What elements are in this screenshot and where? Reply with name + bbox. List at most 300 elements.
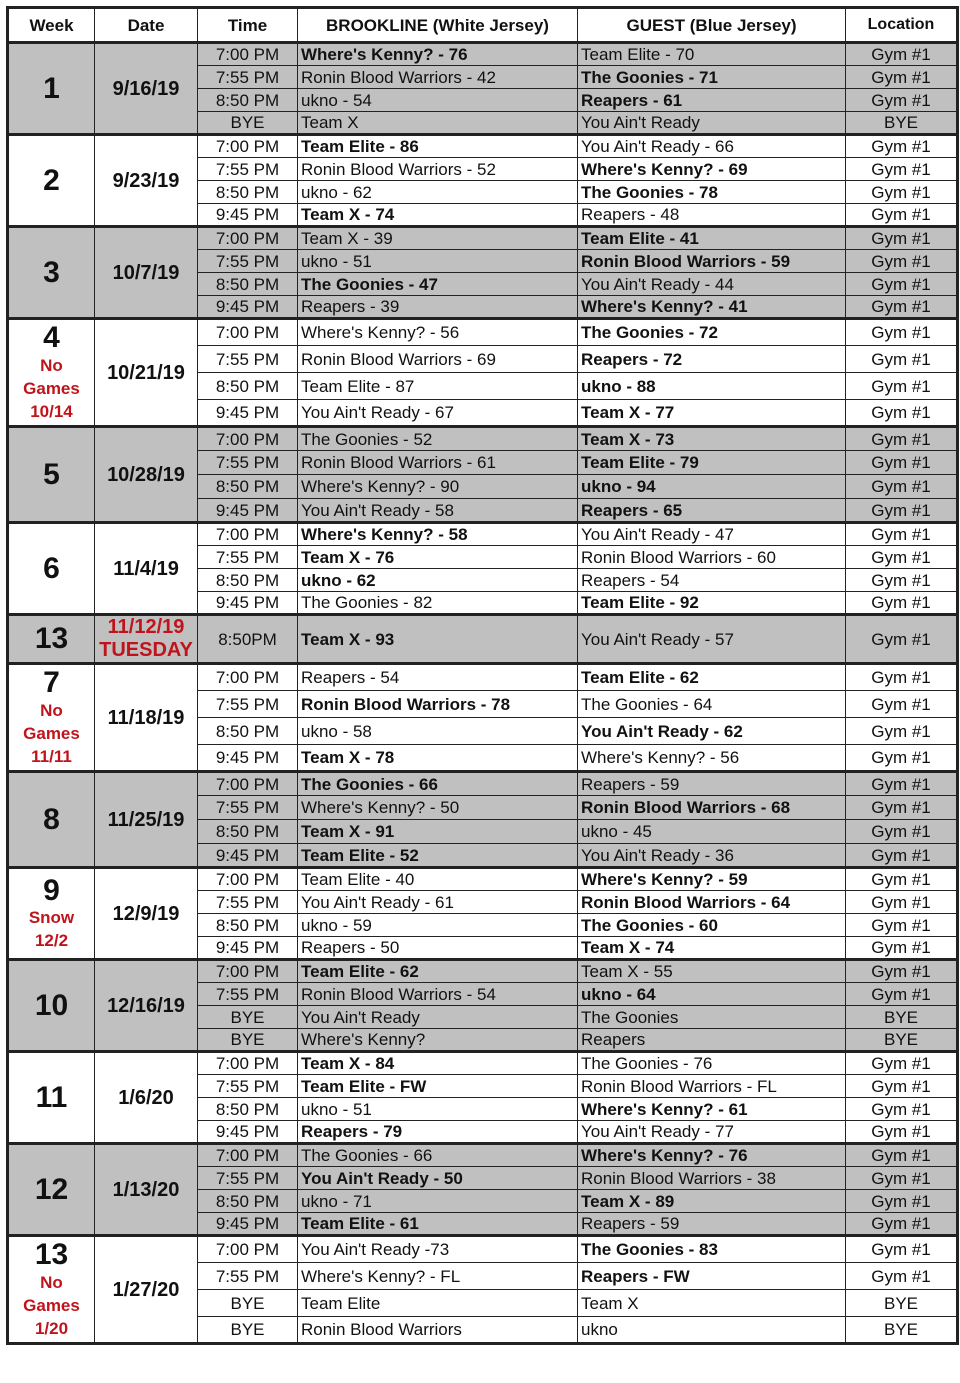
guest-team: Team X (578, 1290, 846, 1317)
guest-team: Team X - 55 (578, 960, 846, 983)
game-time: 7:55 PM (198, 66, 298, 89)
game-time: 7:55 PM (198, 983, 298, 1006)
home-team: Team Elite - 52 (298, 844, 578, 868)
game-time: 8:50 PM (198, 1098, 298, 1121)
home-team: Reapers - 39 (298, 296, 578, 319)
date-text: 9/16/19 (112, 77, 180, 100)
game-location: Gym #1 (846, 1167, 958, 1190)
guest-team: Team X - 77 (578, 400, 846, 427)
week-date (95, 227, 198, 319)
guest-team: ukno - 64 (578, 983, 846, 1006)
guest-team: You Ain't Ready - 47 (578, 523, 846, 546)
week-number (8, 772, 95, 868)
guest-team: ukno - 45 (578, 820, 846, 844)
game-time: 9:45 PM (198, 499, 298, 523)
home-team: Team X - 91 (298, 820, 578, 844)
guest-team: The Goonies - 76 (578, 1052, 846, 1075)
game-location: Gym #1 (846, 1052, 958, 1075)
guest-team: The Goonies (578, 1006, 846, 1029)
header-guest-team: GUEST (Blue Jersey) (578, 8, 846, 43)
home-team: Team X - 39 (298, 227, 578, 250)
guest-team: Where's Kenny? - 69 (578, 158, 846, 181)
guest-team: Ronin Blood Warriors - 59 (578, 250, 846, 273)
game-time: 8:50 PM (198, 273, 298, 296)
guest-team: Team Elite - 62 (578, 664, 846, 691)
home-team: Where's Kenny? (298, 1029, 578, 1052)
week-number (8, 868, 95, 960)
game-time: 7:55 PM (198, 891, 298, 914)
game-time: 8:50 PM (198, 89, 298, 112)
guest-team: You Ain't Ready - 62 (578, 718, 846, 745)
table-row (8, 135, 958, 158)
game-location: Gym #1 (846, 373, 958, 400)
home-team: You Ain't Ready -73 (298, 1236, 578, 1263)
game-time: 7:55 PM (198, 796, 298, 820)
home-team: Team X (298, 112, 578, 135)
guest-team: You Ain't Ready (578, 112, 846, 135)
home-team: Where's Kenny? - FL (298, 1263, 578, 1290)
home-team: Reapers - 54 (298, 664, 578, 691)
game-location: Gym #1 (846, 135, 958, 158)
home-team: Team Elite (298, 1290, 578, 1317)
game-location: Gym #1 (846, 691, 958, 718)
guest-team: Ronin Blood Warriors - 64 (578, 891, 846, 914)
date-text: 11/4/19 (113, 557, 179, 580)
date-text: 10/21/19 (107, 361, 185, 384)
guest-team: Where's Kenny? - 41 (578, 296, 846, 319)
week-number-text: 8 (43, 802, 60, 836)
home-team: Team X - 76 (298, 546, 578, 569)
game-time: BYE (198, 1006, 298, 1029)
date-text: 12/16/19 (107, 994, 185, 1017)
game-location: Gym #1 (846, 66, 958, 89)
guest-team: Ronin Blood Warriors - FL (578, 1075, 846, 1098)
week-number (8, 1236, 95, 1344)
week-date (95, 615, 198, 664)
game-time: 7:00 PM (198, 1236, 298, 1263)
home-team: You Ain't Ready - 58 (298, 499, 578, 523)
game-time: 9:45 PM (198, 204, 298, 227)
game-time: 7:55 PM (198, 451, 298, 475)
home-team: Ronin Blood Warriors - 52 (298, 158, 578, 181)
guest-team: Ronin Blood Warriors - 68 (578, 796, 846, 820)
guest-team: ukno (578, 1317, 846, 1344)
guest-team: Reapers - 59 (578, 772, 846, 796)
game-location: Gym #1 (846, 427, 958, 451)
guest-team: You Ain't Ready - 66 (578, 135, 846, 158)
week-date (95, 868, 198, 960)
week-date (95, 664, 198, 772)
game-time: 9:45 PM (198, 592, 298, 615)
header-home-team: BROOKLINE (White Jersey) (298, 8, 578, 43)
week-number (8, 664, 95, 772)
game-time: 7:00 PM (198, 523, 298, 546)
week-note: Games (23, 1295, 80, 1315)
header-date: Date (95, 8, 198, 43)
date-text: 11/18/19 (107, 706, 185, 729)
week-note: Games (23, 723, 80, 743)
home-team: The Goonies - 66 (298, 1144, 578, 1167)
home-team: The Goonies - 52 (298, 427, 578, 451)
game-time: 7:00 PM (198, 664, 298, 691)
game-time: BYE (198, 112, 298, 135)
week-number (8, 427, 95, 523)
table-row (8, 427, 958, 451)
game-location: BYE (846, 1290, 958, 1317)
table-row (8, 1236, 958, 1263)
header-row (8, 8, 958, 43)
game-location: Gym #1 (846, 983, 958, 1006)
date-text: 1/6/20 (118, 1086, 174, 1109)
week-note: 1/20 (34, 1318, 69, 1338)
week-number (8, 135, 95, 227)
guest-team: Reapers - 61 (578, 89, 846, 112)
guest-team: You Ain't Ready - 44 (578, 273, 846, 296)
game-location: Gym #1 (846, 772, 958, 796)
home-team: Team X - 78 (298, 745, 578, 772)
game-location: Gym #1 (846, 718, 958, 745)
home-team: ukno - 62 (298, 569, 578, 592)
home-team: Ronin Blood Warriors (298, 1317, 578, 1344)
home-team: Where's Kenny? - 90 (298, 475, 578, 499)
date-text: 10/28/19 (107, 463, 185, 486)
game-time: 8:50 PM (198, 718, 298, 745)
date-text: 1/27/20 (112, 1278, 180, 1301)
game-location: BYE (846, 112, 958, 135)
table-row (8, 772, 958, 796)
home-team: Ronin Blood Warriors - 78 (298, 691, 578, 718)
game-time: 7:55 PM (198, 546, 298, 569)
guest-team: Where's Kenny? - 61 (578, 1098, 846, 1121)
guest-team: Reapers - FW (578, 1263, 846, 1290)
home-team: Ronin Blood Warriors - 54 (298, 983, 578, 1006)
game-location: Gym #1 (846, 273, 958, 296)
week-number (8, 1144, 95, 1236)
home-team: The Goonies - 82 (298, 592, 578, 615)
week-number-text: 12 (34, 1172, 69, 1206)
game-time: 7:00 PM (198, 772, 298, 796)
home-team: You Ain't Ready - 67 (298, 400, 578, 427)
game-time: 7:00 PM (198, 135, 298, 158)
game-location: Gym #1 (846, 400, 958, 427)
game-location: Gym #1 (846, 937, 958, 960)
date-text: 11/25/19 (107, 808, 185, 831)
week-number-text: 4 (43, 321, 60, 355)
game-location: Gym #1 (846, 181, 958, 204)
home-team: Ronin Blood Warriors - 42 (298, 66, 578, 89)
game-location: BYE (846, 1317, 958, 1344)
week-number-text: 2 (43, 163, 60, 197)
table-row (8, 1144, 958, 1167)
game-location: Gym #1 (846, 296, 958, 319)
home-team: Where's Kenny? - 76 (298, 43, 578, 66)
game-location: BYE (846, 1029, 958, 1052)
home-team: Ronin Blood Warriors - 69 (298, 346, 578, 373)
home-team: Reapers - 50 (298, 937, 578, 960)
game-location: Gym #1 (846, 204, 958, 227)
home-team: Reapers - 79 (298, 1121, 578, 1144)
home-team: ukno - 51 (298, 250, 578, 273)
game-time: 8:50 PM (198, 373, 298, 400)
game-location: Gym #1 (846, 745, 958, 772)
guest-team: Where's Kenny? - 76 (578, 1144, 846, 1167)
week-number (8, 1052, 95, 1144)
home-team: Where's Kenny? - 58 (298, 523, 578, 546)
guest-team: ukno - 88 (578, 373, 846, 400)
home-team: ukno - 71 (298, 1190, 578, 1213)
home-team: ukno - 51 (298, 1098, 578, 1121)
week-date (95, 523, 198, 615)
date-text: 12/9/19 (112, 902, 180, 925)
game-time: 7:00 PM (198, 868, 298, 891)
week-number-text: 6 (43, 551, 60, 585)
home-team: Team Elite - 87 (298, 373, 578, 400)
game-location: Gym #1 (846, 1190, 958, 1213)
game-time: 7:55 PM (198, 346, 298, 373)
schedule-body (8, 43, 958, 1344)
home-team: Team Elite - FW (298, 1075, 578, 1098)
game-time: 8:50 PM (198, 475, 298, 499)
home-team: Team X - 84 (298, 1052, 578, 1075)
week-note: 10/14 (30, 401, 73, 421)
game-time: 7:55 PM (198, 158, 298, 181)
game-location: Gym #1 (846, 546, 958, 569)
game-location: Gym #1 (846, 1098, 958, 1121)
game-location: Gym #1 (846, 615, 958, 664)
game-location: Gym #1 (846, 1144, 958, 1167)
game-time: 7:00 PM (198, 227, 298, 250)
game-time: BYE (198, 1029, 298, 1052)
home-team: ukno - 62 (298, 181, 578, 204)
game-location: Gym #1 (846, 592, 958, 615)
game-location: Gym #1 (846, 227, 958, 250)
home-team: You Ain't Ready - 50 (298, 1167, 578, 1190)
game-location: Gym #1 (846, 250, 958, 273)
guest-team: Team X - 73 (578, 427, 846, 451)
table-row (8, 960, 958, 983)
week-date (95, 427, 198, 523)
table-row (8, 523, 958, 546)
week-note: Games (23, 378, 80, 398)
game-time: 9:45 PM (198, 844, 298, 868)
week-date (95, 772, 198, 868)
guest-team: Team Elite - 41 (578, 227, 846, 250)
guest-team: The Goonies - 71 (578, 66, 846, 89)
game-time: 9:45 PM (198, 1121, 298, 1144)
week-number-text: 1 (43, 71, 60, 105)
home-team: The Goonies - 47 (298, 273, 578, 296)
guest-team: Reapers (578, 1029, 846, 1052)
home-team: ukno - 54 (298, 89, 578, 112)
week-date (95, 135, 198, 227)
game-location: Gym #1 (846, 523, 958, 546)
home-team: You Ain't Ready (298, 1006, 578, 1029)
game-time: 7:55 PM (198, 691, 298, 718)
home-team: Team Elite - 40 (298, 868, 578, 891)
game-location: Gym #1 (846, 960, 958, 983)
guest-team: Reapers - 48 (578, 204, 846, 227)
game-time: 7:00 PM (198, 427, 298, 451)
table-row (8, 615, 958, 664)
week-number (8, 227, 95, 319)
guest-team: You Ain't Ready - 36 (578, 844, 846, 868)
week-date (95, 960, 198, 1052)
game-time: 7:55 PM (198, 1263, 298, 1290)
home-team: Where's Kenny? - 50 (298, 796, 578, 820)
game-location: Gym #1 (846, 1263, 958, 1290)
game-location: Gym #1 (846, 914, 958, 937)
game-location: BYE (846, 1006, 958, 1029)
game-location: Gym #1 (846, 844, 958, 868)
game-time: 9:45 PM (198, 1213, 298, 1236)
week-date (95, 43, 198, 135)
guest-team: Team X - 74 (578, 937, 846, 960)
week-date (95, 319, 198, 427)
week-note: No (40, 1272, 63, 1292)
week-note: Snow (28, 908, 75, 928)
week-number-text: 9 (43, 873, 60, 907)
guest-team: The Goonies - 72 (578, 319, 846, 346)
game-location: Gym #1 (846, 1236, 958, 1263)
game-time: 7:55 PM (198, 250, 298, 273)
game-time: 7:00 PM (198, 1144, 298, 1167)
table-row (8, 868, 958, 891)
game-location: Gym #1 (846, 569, 958, 592)
guest-team: You Ain't Ready - 57 (578, 615, 846, 664)
week-note: No (40, 355, 63, 375)
game-location: Gym #1 (846, 1121, 958, 1144)
game-time: BYE (198, 1290, 298, 1317)
game-location: Gym #1 (846, 475, 958, 499)
date-note: TUESDAY (99, 639, 193, 661)
home-team: You Ain't Ready - 61 (298, 891, 578, 914)
game-time: BYE (198, 1317, 298, 1344)
game-location: Gym #1 (846, 664, 958, 691)
game-time: 7:00 PM (198, 1052, 298, 1075)
week-note: 12/2 (34, 931, 69, 951)
week-number-text: 3 (43, 255, 60, 289)
date-text: 10/7/19 (112, 261, 180, 284)
game-time: 8:50 PM (198, 914, 298, 937)
guest-team: The Goonies - 78 (578, 181, 846, 204)
home-team: Ronin Blood Warriors - 61 (298, 451, 578, 475)
week-number (8, 523, 95, 615)
week-number-text: 5 (43, 457, 60, 491)
guest-team: Reapers - 54 (578, 569, 846, 592)
game-time: 8:50 PM (198, 1190, 298, 1213)
guest-team: Reapers - 72 (578, 346, 846, 373)
game-time: 7:00 PM (198, 43, 298, 66)
home-team: The Goonies - 66 (298, 772, 578, 796)
home-team: Team X - 93 (298, 615, 578, 664)
week-number-text: 10 (34, 988, 69, 1022)
week-date (95, 1052, 198, 1144)
game-time: 7:00 PM (198, 319, 298, 346)
guest-team: The Goonies - 83 (578, 1236, 846, 1263)
game-location: Gym #1 (846, 319, 958, 346)
game-location: Gym #1 (846, 158, 958, 181)
game-time: 8:50 PM (198, 569, 298, 592)
game-location: Gym #1 (846, 796, 958, 820)
game-time: 7:00 PM (198, 960, 298, 983)
guest-team: Team Elite - 70 (578, 43, 846, 66)
guest-team: Ronin Blood Warriors - 38 (578, 1167, 846, 1190)
home-team: Team Elite - 62 (298, 960, 578, 983)
guest-team: Where's Kenny? - 56 (578, 745, 846, 772)
guest-team: Ronin Blood Warriors - 60 (578, 546, 846, 569)
game-time: 8:50 PM (198, 820, 298, 844)
week-note: No (40, 700, 63, 720)
home-team: Team X - 74 (298, 204, 578, 227)
week-number (8, 960, 95, 1052)
week-number-text: 7 (43, 666, 60, 700)
game-time: 8:50 PM (198, 181, 298, 204)
game-time: 7:55 PM (198, 1167, 298, 1190)
week-number (8, 615, 95, 664)
week-date (95, 1236, 198, 1344)
game-location: Gym #1 (846, 891, 958, 914)
guest-team: Reapers - 59 (578, 1213, 846, 1236)
guest-team: Team Elite - 92 (578, 592, 846, 615)
week-number-text: 13 (34, 622, 69, 656)
game-time: 8:50PM (198, 615, 298, 664)
game-location: Gym #1 (846, 820, 958, 844)
guest-team: The Goonies - 64 (578, 691, 846, 718)
date-text: 9/23/19 (112, 169, 180, 192)
guest-team: Team Elite - 79 (578, 451, 846, 475)
guest-team: Team X - 89 (578, 1190, 846, 1213)
date-text: 11/12/19 (107, 616, 185, 638)
game-location: Gym #1 (846, 1075, 958, 1098)
header-location: Location (846, 8, 958, 43)
guest-team: ukno - 94 (578, 475, 846, 499)
home-team: ukno - 59 (298, 914, 578, 937)
game-location: Gym #1 (846, 868, 958, 891)
week-number (8, 319, 95, 427)
game-location: Gym #1 (846, 1213, 958, 1236)
header-week: Week (8, 8, 95, 43)
table-row (8, 664, 958, 691)
home-team: Where's Kenny? - 56 (298, 319, 578, 346)
table-row (8, 227, 958, 250)
game-location: Gym #1 (846, 346, 958, 373)
game-time: 7:55 PM (198, 1075, 298, 1098)
week-note: 11/11 (31, 746, 72, 766)
schedule-table (6, 6, 959, 1345)
game-time: 9:45 PM (198, 400, 298, 427)
guest-team: Where's Kenny? - 59 (578, 868, 846, 891)
game-time: 9:45 PM (198, 745, 298, 772)
game-time: 9:45 PM (198, 296, 298, 319)
week-number-text: 11 (35, 1080, 68, 1114)
table-row (8, 43, 958, 66)
game-location: Gym #1 (846, 43, 958, 66)
guest-team: Reapers - 65 (578, 499, 846, 523)
game-location: Gym #1 (846, 451, 958, 475)
table-row (8, 319, 958, 346)
home-team: Team Elite - 86 (298, 135, 578, 158)
week-date (95, 1144, 198, 1236)
week-number (8, 43, 95, 135)
game-location: Gym #1 (846, 499, 958, 523)
date-text: 1/13/20 (112, 1178, 180, 1201)
home-team: ukno - 58 (298, 718, 578, 745)
game-location: Gym #1 (846, 89, 958, 112)
home-team: Team Elite - 61 (298, 1213, 578, 1236)
guest-team: The Goonies - 60 (578, 914, 846, 937)
header-time: Time (198, 8, 298, 43)
guest-team: You Ain't Ready - 77 (578, 1121, 846, 1144)
